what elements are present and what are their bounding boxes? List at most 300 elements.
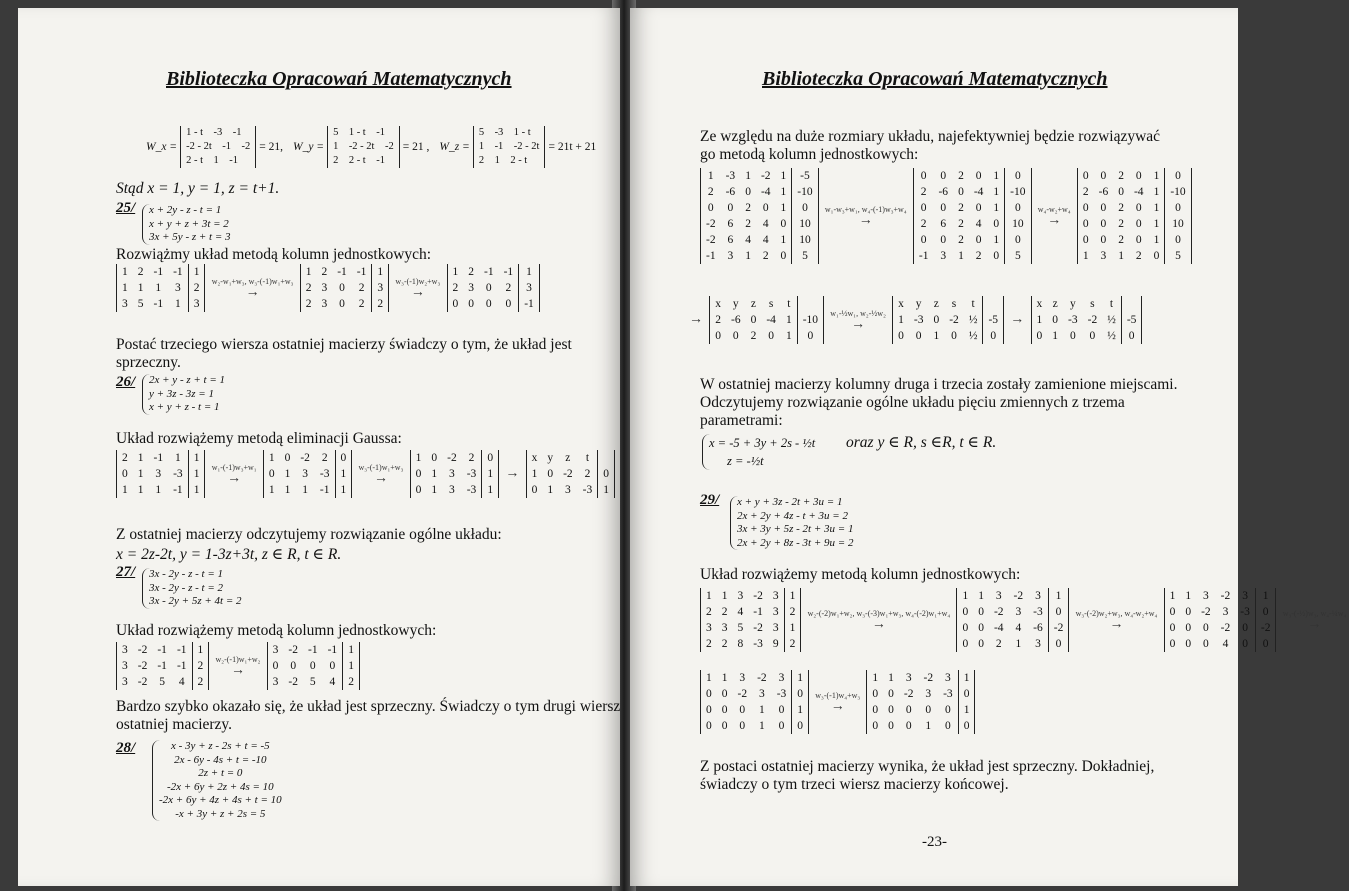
matrix-cell: 3 [925, 688, 932, 700]
matrix-row-28b [686, 296, 1142, 344]
matrix-cell: 0 [721, 704, 728, 716]
matrix-cell: 1 [792, 670, 809, 686]
matrix-cell: 3 [1035, 638, 1041, 650]
matrix-cell: -2 [753, 590, 763, 602]
system-25 [142, 204, 231, 245]
matrix-cell: -3 [776, 688, 787, 700]
matrix-cell: y [547, 452, 554, 464]
matrix-row [1077, 216, 1191, 232]
matrix-cell: t [971, 298, 975, 310]
matrix-cell: 1 [784, 588, 801, 604]
matrix-cell: z [1052, 298, 1058, 310]
matrix-cell: 3 [372, 280, 389, 296]
matrix-cell: 1 [302, 484, 308, 496]
matrix-row-25 [116, 264, 540, 312]
problem-number-28: 28/ [116, 740, 136, 756]
matrix-cell: 1 [925, 720, 932, 732]
matrix-cell: 2 [137, 266, 144, 278]
matrix-cell: 1 [284, 468, 291, 480]
matrix-row-29b [700, 670, 975, 734]
equation: 2x + y - z + t = 1 [149, 374, 226, 386]
matrix-row [263, 450, 351, 466]
matrix-cell: -2 [1255, 620, 1276, 636]
matrix-cell: 1 [707, 170, 714, 182]
matrix-row [117, 280, 205, 296]
matrix-cell: 3 [188, 296, 205, 312]
matrix-cell: 1 [993, 234, 1000, 246]
matrix-cell: 0 [792, 718, 809, 734]
matrix-cell: 0 [1082, 202, 1089, 214]
arrow-28-4: w₁-½w₁, w₂-½w₂ → [830, 308, 886, 332]
matrix-cell: 1 [785, 314, 792, 326]
matrix-cell: 3 [564, 484, 571, 496]
result-text-25: Postać trzeciego wiersza ostatniej macierzy świadczy o tym, że układ jest sprzeczny. [116, 336, 572, 371]
determinant-name: W_x = [146, 140, 178, 153]
matrix-cell: 3 [122, 676, 128, 688]
matrix-cell: 2 [745, 218, 751, 230]
matrix-row [267, 658, 359, 674]
matrix-row [267, 642, 359, 658]
matrix-cell: 5 [309, 676, 316, 688]
matrix-cell: -3 [173, 468, 183, 480]
matrix-cell: 0 [1100, 218, 1107, 230]
matrix-cell: 2 [721, 606, 728, 618]
matrix-29-1 [700, 588, 801, 652]
matrix-cell: 0 [945, 704, 951, 716]
matrix-cell: 0 [290, 660, 297, 672]
matrix-cell: 0 [1005, 200, 1031, 216]
matrix-cell: 0 [1005, 168, 1031, 184]
matrix-cell: 1 [784, 620, 801, 636]
matrix-cell: 2 [192, 658, 209, 674]
arrow-28-1: w₁-w₃+w₁, w₄-(-1)w₃+w₄ → [824, 204, 907, 228]
matrix-cell: 0 [940, 202, 947, 214]
matrix-cell: 0 [1135, 234, 1142, 246]
matrix-row [1031, 296, 1142, 312]
page-header: Biblioteczka Opracowań Matematycznych [166, 68, 512, 90]
matrix-row [867, 718, 975, 734]
matrix-row [701, 168, 819, 184]
matrix-cell: 0 [951, 330, 957, 342]
matrix-cell: -6 [725, 186, 736, 198]
matrix-cell: 0 [762, 202, 769, 214]
arrow-26-2: w₃-(-1)w₁+w₃ → [358, 462, 404, 486]
matrix-cell: 0 [925, 704, 932, 716]
matrix-cell: 0 [1036, 330, 1043, 342]
matrix-row [867, 670, 975, 686]
matrix-cell: 2 [958, 234, 964, 246]
matrix-cell: 4 [975, 218, 982, 230]
problem-number-25: 25/ [116, 200, 136, 216]
matrix-cell: s [768, 298, 774, 310]
matrix-cell: t [1109, 298, 1114, 310]
matrix-cell: -1 [153, 298, 164, 310]
equation: -2x + 6y + 4z + 4s + t = 10 [159, 794, 282, 806]
matrix-28-4 [709, 296, 824, 344]
matrix-cell: 1 [188, 450, 205, 466]
matrix-cell: 5 [792, 248, 818, 264]
matrix-cell: -3 [943, 688, 953, 700]
matrix-cell: 1 [898, 314, 904, 326]
method-text-29: Układ rozwiążemy metodą kolumn jednostkowych: [700, 566, 1021, 583]
matrix-cell: 1 [452, 266, 459, 278]
matrix-row [1164, 620, 1276, 636]
matrix-cell: 1 [482, 482, 499, 498]
matrix-cell: 2 [958, 202, 964, 214]
method-text-27: Układ rozwiążemy metodą kolumn jednostkowych: [116, 622, 437, 639]
matrix-cell: 2 [343, 674, 360, 690]
result-text-29 [700, 758, 1154, 794]
matrix-row [701, 588, 801, 604]
matrix-cell: -2 [563, 468, 573, 480]
matrix-row [117, 482, 205, 498]
matrix-28-5 [892, 296, 1004, 344]
matrix-cell: 2 [975, 250, 982, 262]
matrix-row [701, 620, 801, 636]
matrix-cell: 1 [122, 282, 128, 294]
matrix-cell: 2 [750, 330, 757, 342]
matrix-cell: 0 [1165, 200, 1191, 216]
matrix-cell: 0 [778, 704, 785, 716]
matrix-cell: -1 [173, 266, 183, 278]
matrix-cell: 0 [284, 452, 291, 464]
matrix-row [957, 620, 1069, 636]
system-28 [152, 740, 282, 821]
left-page [18, 8, 620, 886]
matrix-row [300, 296, 388, 312]
matrix-cell: x [898, 298, 904, 310]
matrix-cell: 1 [1153, 202, 1160, 214]
method-text-26: Układ rozwiążemy metodą eliminacji Gaussa: [116, 430, 402, 447]
note-text [700, 376, 1177, 430]
arrow-28-3: → [689, 312, 703, 327]
note-line-1: W ostatniej macierzy kolumny druga i trzecia zostały zamienione miejscami. [700, 376, 1178, 393]
matrix-cell: 1 [1153, 234, 1160, 246]
matrix-cell: ½ [1107, 330, 1116, 342]
determinant-row: 1 - t -3 -1 [186, 127, 242, 138]
matrix-cell: 1 [785, 330, 792, 342]
matrix-cell: 0 [768, 330, 775, 342]
matrix-cell [983, 296, 1004, 312]
arrow-28-2: w₄-w₂+w₄ → [1037, 204, 1071, 228]
matrix-row-26 [116, 450, 615, 498]
arrow-27-1: w₂-(-1)w₁+w₂ → [215, 654, 261, 678]
matrix-cell: 0 [1185, 606, 1192, 618]
matrix-cell: 1 [1153, 170, 1160, 182]
matrix-cell: 1 [721, 590, 728, 602]
matrix-cell: 3 [1203, 590, 1209, 602]
matrix-row [1164, 636, 1276, 652]
matrix-cell: 0 [1135, 202, 1142, 214]
matrix-cell: 3 [772, 590, 779, 602]
arrow-28-5: → [1010, 312, 1025, 327]
matrix-cell: -6 [1033, 622, 1043, 634]
matrix-cell: 1 [547, 484, 554, 496]
matrix-cell: 0 [1165, 232, 1191, 248]
matrix-cell: 0 [1203, 622, 1209, 634]
matrix-row-29a [700, 588, 1349, 652]
equation: 3x - 2y + 5z + 4t = 2 [149, 595, 242, 607]
matrix-cell: ½ [968, 314, 978, 326]
matrix-cell: -10 [797, 312, 823, 328]
matrix-cell: 1 [137, 468, 144, 480]
determinant-row: -2 - 2t -1 -2 [186, 141, 251, 152]
matrix-cell: ½ [1107, 314, 1116, 326]
equation: x + y + z + 3t = 2 [149, 217, 229, 230]
solution-28-conditions: oraz y ∈ R, s ∈R, t ∈ R. [846, 434, 997, 451]
matrix-row [701, 200, 819, 216]
matrix-row [710, 296, 824, 312]
matrix-cell: 2 [721, 638, 728, 650]
matrix-cell: 1 [1036, 314, 1043, 326]
matrix-cell: 1 [1015, 638, 1022, 650]
matrix-cell: 0 [940, 170, 947, 182]
matrix-cell: 2 [920, 218, 927, 230]
matrix-cell: 0 [1100, 202, 1107, 214]
matrix-28-6 [1031, 296, 1143, 344]
matrix-cell: 1 [745, 250, 751, 262]
matrix-cell: 0 [1052, 314, 1059, 326]
matrix-cell: 0 [721, 688, 728, 700]
matrix-row [410, 466, 498, 482]
matrix-cell: 0 [707, 202, 714, 214]
matrix-row [1164, 604, 1276, 620]
matrix-cell: 5 [1165, 248, 1191, 264]
determinant [292, 127, 430, 166]
matrix-cell: 5 [737, 622, 744, 634]
determinant-row: 2 - t 1 -1 [186, 155, 238, 166]
matrix-row [867, 702, 975, 718]
matrix-cell: 0 [888, 704, 894, 716]
matrix-row [117, 658, 209, 674]
matrix-cell: 0 [1069, 330, 1076, 342]
matrix-cell: 0 [993, 250, 1000, 262]
matrix-cell: z [933, 298, 939, 310]
matrix-28-3 [1077, 168, 1192, 264]
matrix-cell: -3 [1240, 606, 1250, 618]
equation: x - 3y + z - 2s + t = -5 [171, 740, 270, 752]
matrix-cell: 0 [1048, 604, 1069, 620]
matrix-row [300, 264, 388, 280]
matrix-cell: 1 [155, 484, 162, 496]
matrix-cell: -1 [153, 266, 164, 278]
equation: -x + 3y + z + 2s = 5 [175, 807, 266, 820]
matrix-cell: -3 [582, 484, 593, 496]
matrix-cell: 4 [745, 234, 751, 246]
matrix-cell: 0 [778, 720, 785, 732]
equation: 2x - 6y - 4s + t = -10 [174, 753, 267, 766]
matrix-cell: 0 [1135, 170, 1142, 182]
matrix-cell: 2 [1118, 202, 1124, 214]
matrix-cell: 3 [759, 688, 765, 700]
arrow-29-1: w₂-(-2)w₁+w₂, w₃-(-3)w₁+w₃, w₄-(-2)w₁+w₄ → [807, 608, 951, 632]
matrix-cell: 1 [122, 266, 128, 278]
determinant [146, 127, 283, 166]
matrix-cell: 0 [1242, 622, 1248, 634]
matrix-cell: 5 [137, 298, 144, 310]
matrix-cell: 1 [137, 452, 144, 464]
matrix-cell: -2 [949, 314, 959, 326]
matrix-cell: 3 [1242, 590, 1248, 602]
matrix-row [701, 248, 819, 264]
matrix-cell: 1 [706, 672, 712, 684]
matrix-cell: 0 [920, 202, 927, 214]
matrix-cell: 0 [792, 686, 809, 702]
matrix-cell: 0 [329, 660, 336, 672]
matrix-cell: 1 [993, 202, 1000, 214]
equation: 3x - 2y - z - t = 2 [149, 581, 224, 594]
matrix-cell: 1 [780, 234, 787, 246]
matrix-cell: 0 [780, 218, 787, 230]
matrix-cell: 3 [737, 590, 744, 602]
matrix-cell: 3 [940, 250, 947, 262]
matrix-cell: 6 [940, 218, 947, 230]
matrix-cell: 3 [772, 606, 779, 618]
matrix-cell: 3 [995, 590, 1002, 602]
determinant-row: 5 1 - t -1 [333, 127, 385, 138]
matrix-cell: 1 [978, 590, 984, 602]
solution-28 [702, 434, 815, 470]
matrix-cell: 4 [1015, 622, 1022, 634]
equation: 2z + t = 0 [198, 767, 243, 779]
matrix-cell: 0 [975, 234, 982, 246]
matrix-cell: 0 [797, 328, 823, 344]
matrix-cell: 0 [1185, 622, 1192, 634]
matrix-cell: 0 [739, 720, 746, 732]
solution-28-z: z = -½t [727, 454, 764, 468]
determinant-value: = 21, [259, 140, 283, 153]
matrix-cell: -2 [300, 452, 310, 464]
matrix-cell: -2 [288, 644, 298, 656]
matrix-cell: -4 [760, 186, 771, 198]
matrix-cell: 0 [1048, 636, 1069, 652]
matrix-cell: 3 [721, 622, 728, 634]
matrix-row [447, 296, 539, 312]
matrix-cell: -2 [757, 672, 767, 684]
intro-line-1: Ze względu na duże rozmiary układu, najefektywniej będzie rozwiązywać [700, 128, 1161, 145]
matrix-cell: 2 [452, 282, 459, 294]
matrix-cell: 1 [305, 266, 312, 278]
arrow-26-3: → [505, 466, 520, 481]
matrix-cell: 1 [531, 468, 538, 480]
matrix-cell: 3 [706, 622, 712, 634]
matrix-row [117, 264, 205, 280]
arrow-25-1: w₂-w₁+w₃, w₃-(-1)w₁+w₃ → [211, 276, 294, 300]
matrix-cell: 10 [1165, 216, 1191, 232]
matrix-cell: 4 [737, 606, 744, 618]
matrix-cell: 2 [505, 282, 512, 294]
matrix-cell: -4 [1133, 186, 1144, 198]
matrix-cell: 0 [780, 250, 787, 262]
matrix-row [526, 450, 614, 466]
matrix-cell: 2 [1118, 170, 1124, 182]
matrix-cell: 1 [431, 468, 438, 480]
matrix-cell: 4 [178, 676, 185, 688]
matrix-row [526, 482, 614, 498]
matrix-cell: 0 [706, 720, 712, 732]
matrix-cell: 0 [962, 606, 969, 618]
matrix-cell: 0 [1242, 638, 1248, 650]
matrix-cell: 1 [958, 702, 975, 718]
matrix-cell: 1 [780, 186, 787, 198]
matrix-cell: 1 [335, 482, 352, 498]
matrix-cell: 2 [706, 606, 712, 618]
matrix-cell: 1 [1153, 186, 1160, 198]
matrix-cell: 0 [272, 660, 279, 672]
matrix-cell: 3 [1035, 590, 1041, 602]
matrix-cell: -1 [176, 660, 187, 672]
matrix-cell: 3 [272, 644, 279, 656]
matrix-row [1077, 184, 1191, 200]
matrix-cell: 3 [468, 282, 474, 294]
matrix-cell: 2 [762, 250, 769, 262]
matrix-cell: -1 [153, 452, 164, 464]
matrix-cell: 0 [978, 638, 984, 650]
matrix-cell: -3 [319, 468, 330, 480]
matrix-cell: -3 [1033, 606, 1043, 618]
system-29 [730, 496, 853, 550]
matrix-cell: 10 [792, 232, 818, 248]
matrix-cell: 1 [1169, 590, 1176, 602]
matrix-cell: 2 [1118, 234, 1124, 246]
arrow-26-1: w₁-(-1)w₃+w₁ → [211, 462, 257, 486]
matrix-cell: -2 [923, 672, 934, 684]
matrix-cell: 3 [122, 660, 128, 672]
result-line-2: świadczy o tym trzeci wiersz macierzy końcowej. [700, 776, 1009, 793]
matrix-cell: -2 [753, 622, 763, 634]
matrix-cell: 1 [993, 186, 1000, 198]
matrix-row [893, 296, 1004, 312]
matrix-27-1 [116, 642, 209, 690]
matrix-26-2 [263, 450, 352, 498]
matrix-cell: -1 [753, 606, 763, 618]
note-line-2: Odczytujemy rozwiązanie ogólne układu pięciu zmiennych z trzema [700, 394, 1125, 411]
matrix-cell: 0 [1255, 636, 1276, 652]
matrix-cell: 0 [1100, 234, 1107, 246]
matrix-29-5 [866, 670, 975, 734]
matrix-cell: -3 [466, 484, 477, 496]
matrix-cell: 0 [415, 468, 422, 480]
matrix-cell: 5 [1005, 248, 1031, 264]
matrix-cell: -6 [1098, 186, 1109, 198]
matrix-cell: 3 [175, 282, 181, 294]
matrix-cell: 3 [905, 672, 912, 684]
matrix-cell: 0 [1165, 168, 1191, 184]
matrix-cell: -2 [706, 234, 716, 246]
equation: 3x - 2y - z - t = 1 [149, 568, 224, 580]
matrix-cell: 0 [962, 638, 969, 650]
matrix-cell: 3 [449, 468, 455, 480]
matrix-cell: -5 [792, 168, 818, 184]
matrix-cell: x [531, 452, 538, 464]
matrix-cell: 0 [962, 622, 969, 634]
matrix-cell: 2 [707, 186, 714, 198]
matrix-cell: 0 [993, 218, 1000, 230]
matrix-cell: x [715, 298, 721, 310]
matrix-cell: 0 [872, 688, 879, 700]
matrix-cell: 3 [739, 672, 746, 684]
matrix-cell: 1 [1255, 588, 1276, 604]
matrix-cell: -3 [753, 638, 763, 650]
matrix-cell: 4 [762, 234, 769, 246]
determinant-name: W_z = [439, 140, 470, 153]
matrix-cell: 0 [872, 720, 879, 732]
matrix-cell: 1 [872, 672, 879, 684]
matrix-cell: -1 [308, 644, 318, 656]
determinant-row: 2 1 2 - t [478, 155, 528, 166]
matrix-cell: -3 [466, 468, 477, 480]
matrix-row [1077, 168, 1191, 184]
